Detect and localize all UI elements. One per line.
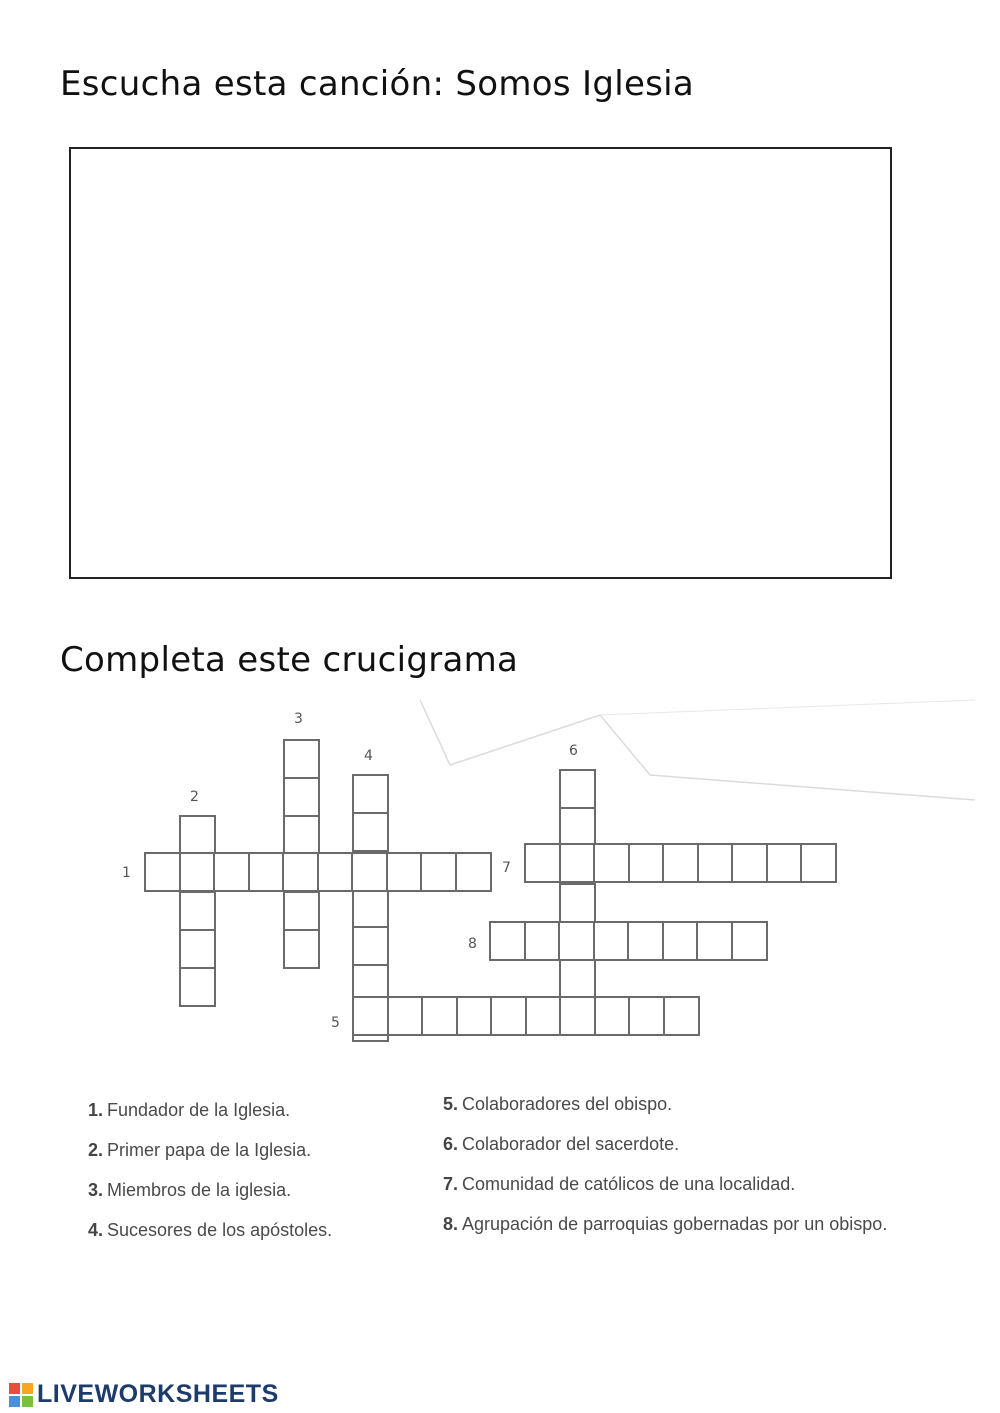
heading-crossword: Completa este crucigrama xyxy=(60,640,519,680)
crossword-cell-word-4[interactable] xyxy=(352,812,389,852)
clue-item xyxy=(88,1100,332,1140)
clue-number: 6. xyxy=(443,1134,459,1154)
crossword-cell-word-3[interactable] xyxy=(283,929,320,969)
crossword-cell-word-1[interactable] xyxy=(144,852,181,892)
crossword-cell-word-7[interactable] xyxy=(628,843,665,883)
crossword-number-5: 5 xyxy=(331,1015,340,1031)
clue-number: 8. xyxy=(443,1214,459,1234)
crossword-cell-word-8[interactable] xyxy=(593,921,630,961)
crossword-cell-word-6[interactable] xyxy=(559,883,596,923)
clue-number: 5. xyxy=(443,1094,459,1114)
crossword-number-2: 2 xyxy=(190,789,199,805)
clue-number: 4. xyxy=(88,1220,104,1240)
crossword-cell-word-8[interactable] xyxy=(524,921,561,961)
clue-number: 7. xyxy=(443,1174,459,1194)
crossword-cell-word-7[interactable] xyxy=(800,843,837,883)
crossword-number-4: 4 xyxy=(364,748,373,764)
crossword-cell-word-5[interactable] xyxy=(628,996,665,1036)
crossword-cell-word-5[interactable] xyxy=(387,996,424,1036)
crossword-number-7: 7 xyxy=(502,860,511,876)
crossword-cell-word-8[interactable] xyxy=(558,921,595,961)
crossword-cell-word-1[interactable] xyxy=(455,852,492,892)
clue-item xyxy=(443,1214,887,1254)
crossword-cell-word-2[interactable] xyxy=(179,891,216,931)
crossword-cell-word-6[interactable] xyxy=(559,807,596,847)
logo-text: LIVEWORKSHEETS xyxy=(37,1380,279,1408)
crossword-cell-word-2[interactable] xyxy=(179,929,216,969)
crossword-cell-word-5[interactable] xyxy=(559,996,596,1036)
crossword-cell-word-6[interactable] xyxy=(559,769,596,809)
clue-text: Sucesores de los apóstoles. xyxy=(107,1220,333,1240)
crossword-cell-word-7[interactable] xyxy=(731,843,768,883)
scan-artifact-background xyxy=(420,690,975,805)
liveworksheets-logo-icon xyxy=(8,1382,34,1408)
clue-text: Colaboradores del obispo. xyxy=(462,1094,673,1114)
crossword-cell-word-5[interactable] xyxy=(594,996,631,1036)
crossword-cell-word-7[interactable] xyxy=(662,843,699,883)
crossword-number-1: 1 xyxy=(122,865,131,881)
crossword-cell-word-3[interactable] xyxy=(283,815,320,855)
clue-number: 3. xyxy=(88,1180,104,1200)
heading-listen: Escucha esta canción: Somos Iglesia xyxy=(60,64,695,104)
clue-text: Fundador de la Iglesia. xyxy=(107,1100,291,1120)
crossword-cell-word-1[interactable] xyxy=(351,852,388,892)
crossword-cell-word-4[interactable] xyxy=(352,774,389,814)
clue-text: Comunidad de católicos de una localidad. xyxy=(462,1174,796,1194)
clues-left-column xyxy=(88,1100,332,1260)
crossword-cell-word-5[interactable] xyxy=(525,996,562,1036)
crossword-cell-word-5[interactable] xyxy=(456,996,493,1036)
crossword-cell-word-8[interactable] xyxy=(731,921,768,961)
crossword-cell-word-4[interactable] xyxy=(352,926,389,966)
crossword-number-8: 8 xyxy=(468,936,477,952)
crossword-cell-word-8[interactable] xyxy=(696,921,733,961)
clue-text: Agrupación de parroquias gobernadas por un obispo. xyxy=(462,1214,888,1234)
crossword-number-3: 3 xyxy=(294,711,303,727)
crossword-cell-word-7[interactable] xyxy=(697,843,734,883)
clue-item xyxy=(443,1174,887,1214)
crossword-cell-word-8[interactable] xyxy=(662,921,699,961)
crossword-cell-word-1[interactable] xyxy=(179,852,216,892)
crossword-cell-word-1[interactable] xyxy=(282,852,319,892)
crossword-cell-word-5[interactable] xyxy=(421,996,458,1036)
crossword-cell-word-3[interactable] xyxy=(283,739,320,779)
clue-item xyxy=(88,1220,332,1260)
crossword-cell-word-4[interactable] xyxy=(352,888,389,928)
clue-text: Miembros de la iglesia. xyxy=(107,1180,292,1200)
crossword-cell-word-2[interactable] xyxy=(179,967,216,1007)
clue-item xyxy=(88,1140,332,1180)
clue-item xyxy=(88,1180,332,1220)
crossword-cell-word-7[interactable] xyxy=(559,843,596,883)
clue-text: Colaborador del sacerdote. xyxy=(462,1134,680,1154)
liveworksheets-logo[interactable] xyxy=(8,1380,279,1409)
crossword-cell-word-1[interactable] xyxy=(386,852,423,892)
clues-right-column xyxy=(443,1094,887,1254)
crossword-cell-word-5[interactable] xyxy=(490,996,527,1036)
crossword-number-6: 6 xyxy=(569,743,578,759)
crossword-cell-word-6[interactable] xyxy=(559,959,596,999)
crossword-cell-word-5[interactable] xyxy=(663,996,700,1036)
crossword-cell-word-1[interactable] xyxy=(420,852,457,892)
crossword-cell-word-1[interactable] xyxy=(317,852,354,892)
crossword-cell-word-8[interactable] xyxy=(627,921,664,961)
clue-number: 1. xyxy=(88,1100,104,1120)
crossword-cell-word-1[interactable] xyxy=(248,852,285,892)
crossword-cell-word-2[interactable] xyxy=(179,815,216,855)
crossword-cell-word-7[interactable] xyxy=(593,843,630,883)
crossword-cell-word-1[interactable] xyxy=(213,852,250,892)
clue-item xyxy=(443,1094,887,1134)
crossword-cell-word-3[interactable] xyxy=(283,777,320,817)
clue-item xyxy=(443,1134,887,1174)
crossword-cell-word-7[interactable] xyxy=(524,843,561,883)
crossword-cell-word-3[interactable] xyxy=(283,891,320,931)
clue-number: 2. xyxy=(88,1140,104,1160)
crossword-cell-word-5[interactable] xyxy=(352,996,389,1036)
crossword-cell-word-8[interactable] xyxy=(489,921,526,961)
crossword-cell-word-7[interactable] xyxy=(766,843,803,883)
song-video-frame[interactable] xyxy=(69,147,892,579)
clue-text: Primer papa de la Iglesia. xyxy=(107,1140,312,1160)
